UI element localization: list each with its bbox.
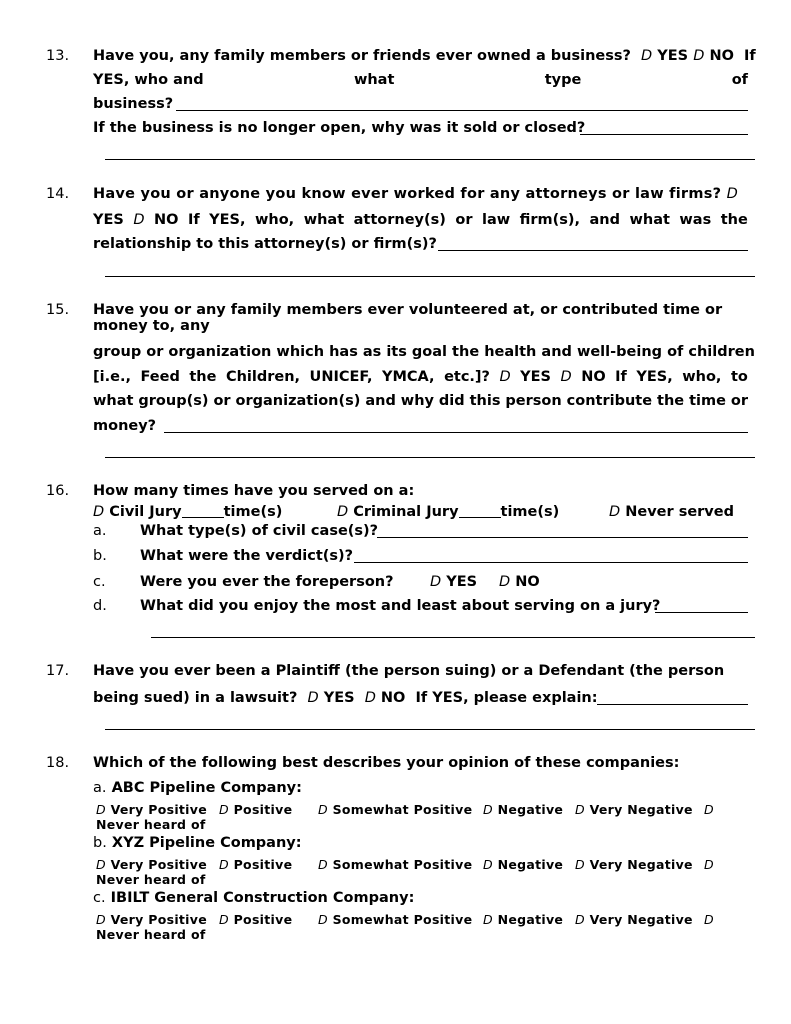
q15-extra-blank[interactable] — [105, 457, 755, 458]
q18-c-opt-never-heard: Never heard of — [96, 927, 206, 942]
q18-c-opt-positive: D Positive — [219, 912, 293, 927]
q18-c-opt-somewhat-positive: D Somewhat Positive — [318, 912, 473, 927]
checkbox[interactable]: D — [318, 912, 328, 927]
q15-money-blank[interactable] — [164, 432, 748, 433]
q18-company-b: b. XYZ Pipeline Company: — [93, 835, 302, 851]
q17-number: 17. — [46, 663, 70, 679]
q14-extra-blank[interactable] — [105, 276, 755, 277]
q18-c-opt-very-negative: D Very Negative — [575, 912, 693, 927]
no-checkbox[interactable]: D — [364, 690, 376, 706]
criminal-jury-checkbox[interactable]: D — [337, 504, 349, 520]
checkbox[interactable]: D — [575, 912, 585, 927]
q16-c-yes: D YES — [430, 574, 478, 590]
q16-never-served: D Never served — [609, 504, 734, 520]
q13-closed-blank[interactable] — [580, 134, 748, 135]
q17-line1: Have you ever been a Plaintiff (the person suing) or a Defendant (the person — [93, 663, 725, 679]
no-checkbox[interactable]: D — [499, 574, 511, 590]
checkbox[interactable]: D — [219, 912, 229, 927]
q18-b-opt-never-heard: Never heard of — [96, 872, 206, 887]
q14-line1: Have you or anyone you know ever worked for any attorneys or law firms? D — [93, 186, 738, 202]
q18-line1: Which of the following best describes your opinion of these companies: — [93, 755, 680, 771]
checkbox[interactable]: D — [483, 857, 493, 872]
q18-a-opt-positive: D Positive — [219, 802, 293, 817]
q18-a-opt-never-heard: Never heard of — [96, 817, 206, 832]
q18-b-opt-very-positive: D Very Positive — [96, 857, 207, 872]
yes-checkbox[interactable]: D — [641, 48, 653, 64]
q14-line2: YES D NO If YES, who, what attorney(s) or law firm(s), and what was the — [93, 212, 748, 228]
q16-d-extra-blank[interactable] — [151, 637, 755, 638]
never-served-checkbox[interactable]: D — [609, 504, 621, 520]
q16-line1: How many times have you served on a: — [93, 483, 415, 499]
q16-c-text: Were you ever the foreperson? — [140, 574, 394, 590]
q14-line3: relationship to this attorney(s) or firm(s)? — [93, 236, 437, 252]
q18-company-c: c. IBILT General Construction Company: — [93, 890, 415, 906]
q18-a-opt-somewhat-positive: D Somewhat Positive — [318, 802, 473, 817]
q18-a-opt-negative: D Negative — [483, 802, 564, 817]
q13-line2: YES, who and what type of — [93, 72, 748, 88]
q18-c-opt-negative: D Negative — [483, 912, 564, 927]
checkbox[interactable]: D — [96, 912, 106, 927]
checkbox[interactable]: D — [96, 802, 106, 817]
q18-a-opt-very-positive: D Very Positive — [96, 802, 207, 817]
q15-line3: [i.e., Feed the Children, UNICEF, YMCA, etc.]? D YES D NO If YES, who, to — [93, 369, 748, 385]
q15-line1: Have you or any family members ever volunteered at, or contributed time or — [93, 302, 723, 318]
q16-b-text: What were the verdict(s)? — [140, 548, 354, 564]
q16-number: 16. — [46, 483, 70, 499]
q18-number: 18. — [46, 755, 70, 771]
q16-b-blank[interactable] — [354, 562, 748, 563]
checkbox[interactable]: D — [575, 802, 585, 817]
q14-number: 14. — [46, 186, 70, 202]
q15-money-label: money? — [93, 418, 157, 434]
q16-d-text: What did you enjoy the most and least about serving on a jury? — [140, 598, 661, 614]
q18-b-opt-negative: D Negative — [483, 857, 564, 872]
q16-c-no: D NO — [499, 574, 540, 590]
civil-times-blank[interactable] — [182, 517, 224, 518]
checkbox[interactable]: D — [96, 857, 106, 872]
checkbox[interactable]: D — [575, 857, 585, 872]
checkbox[interactable]: D — [483, 912, 493, 927]
yes-checkbox[interactable]: D — [499, 369, 511, 385]
no-checkbox[interactable]: D — [693, 48, 705, 64]
q18-c-opt-very-positive: D Very Positive — [96, 912, 207, 927]
q13-extra-blank[interactable] — [105, 159, 755, 160]
q18-c-never-checkbox[interactable]: D — [704, 912, 714, 927]
q16-b-label: b. — [93, 548, 107, 564]
checkbox[interactable]: D — [318, 802, 328, 817]
q16-d-label: d. — [93, 598, 107, 614]
checkbox[interactable]: D — [219, 802, 229, 817]
q13-business-blank[interactable] — [176, 110, 748, 111]
q15-line2: group or organization which has as its goal the health and well-being of children — [93, 344, 755, 360]
q17-extra-blank[interactable] — [105, 729, 755, 730]
yes-checkbox[interactable]: D — [430, 574, 442, 590]
q18-b-opt-positive: D Positive — [219, 857, 293, 872]
checkbox[interactable]: D — [219, 857, 229, 872]
q13-number: 13. — [46, 48, 70, 64]
q18-b-opt-somewhat-positive: D Somewhat Positive — [318, 857, 473, 872]
checkbox[interactable]: D — [318, 857, 328, 872]
no-checkbox[interactable]: D — [560, 369, 572, 385]
q18-a-never-checkbox[interactable]: D — [704, 802, 714, 817]
q14-relationship-blank[interactable] — [438, 250, 748, 251]
q18-a-opt-very-negative: D Very Negative — [575, 802, 693, 817]
q16-a-text: What type(s) of civil case(s)? — [140, 523, 379, 539]
q13-closed-question: If the business is no longer open, why was it sold or closed? — [93, 120, 586, 136]
q16-criminal-jury: D Criminal Jury time(s) — [337, 504, 560, 520]
q13-business-label: business? — [93, 96, 174, 112]
q18-b-opt-very-negative: D Very Negative — [575, 857, 693, 872]
q16-c-label: c. — [93, 574, 106, 590]
q16-a-label: a. — [93, 523, 107, 539]
yes-checkbox[interactable]: D — [726, 186, 738, 202]
criminal-times-blank[interactable] — [459, 517, 501, 518]
q16-a-blank[interactable] — [377, 537, 748, 538]
civil-jury-checkbox[interactable]: D — [93, 504, 105, 520]
checkbox[interactable]: D — [483, 802, 493, 817]
no-checkbox[interactable]: D — [133, 212, 145, 228]
q17-line2: being sued) in a lawsuit? D YES D NO If YES, please explain: — [93, 690, 598, 706]
q17-explain-blank[interactable] — [597, 704, 748, 705]
q15-line4: what group(s) or organization(s) and why did this person contribute the time or — [93, 393, 748, 409]
q16-d-blank[interactable] — [655, 612, 748, 613]
q13-line1: Have you, any family members or friends ever owned a business? D YES D NO If — [93, 48, 756, 64]
q15-line1b: money to, any — [93, 318, 210, 334]
q16-civil-jury: D Civil Jury time(s) — [93, 504, 283, 520]
q15-number: 15. — [46, 302, 70, 318]
yes-checkbox[interactable]: D — [307, 690, 319, 706]
q18-company-a: a. ABC Pipeline Company: — [93, 780, 302, 796]
q18-b-never-checkbox[interactable]: D — [704, 857, 714, 872]
